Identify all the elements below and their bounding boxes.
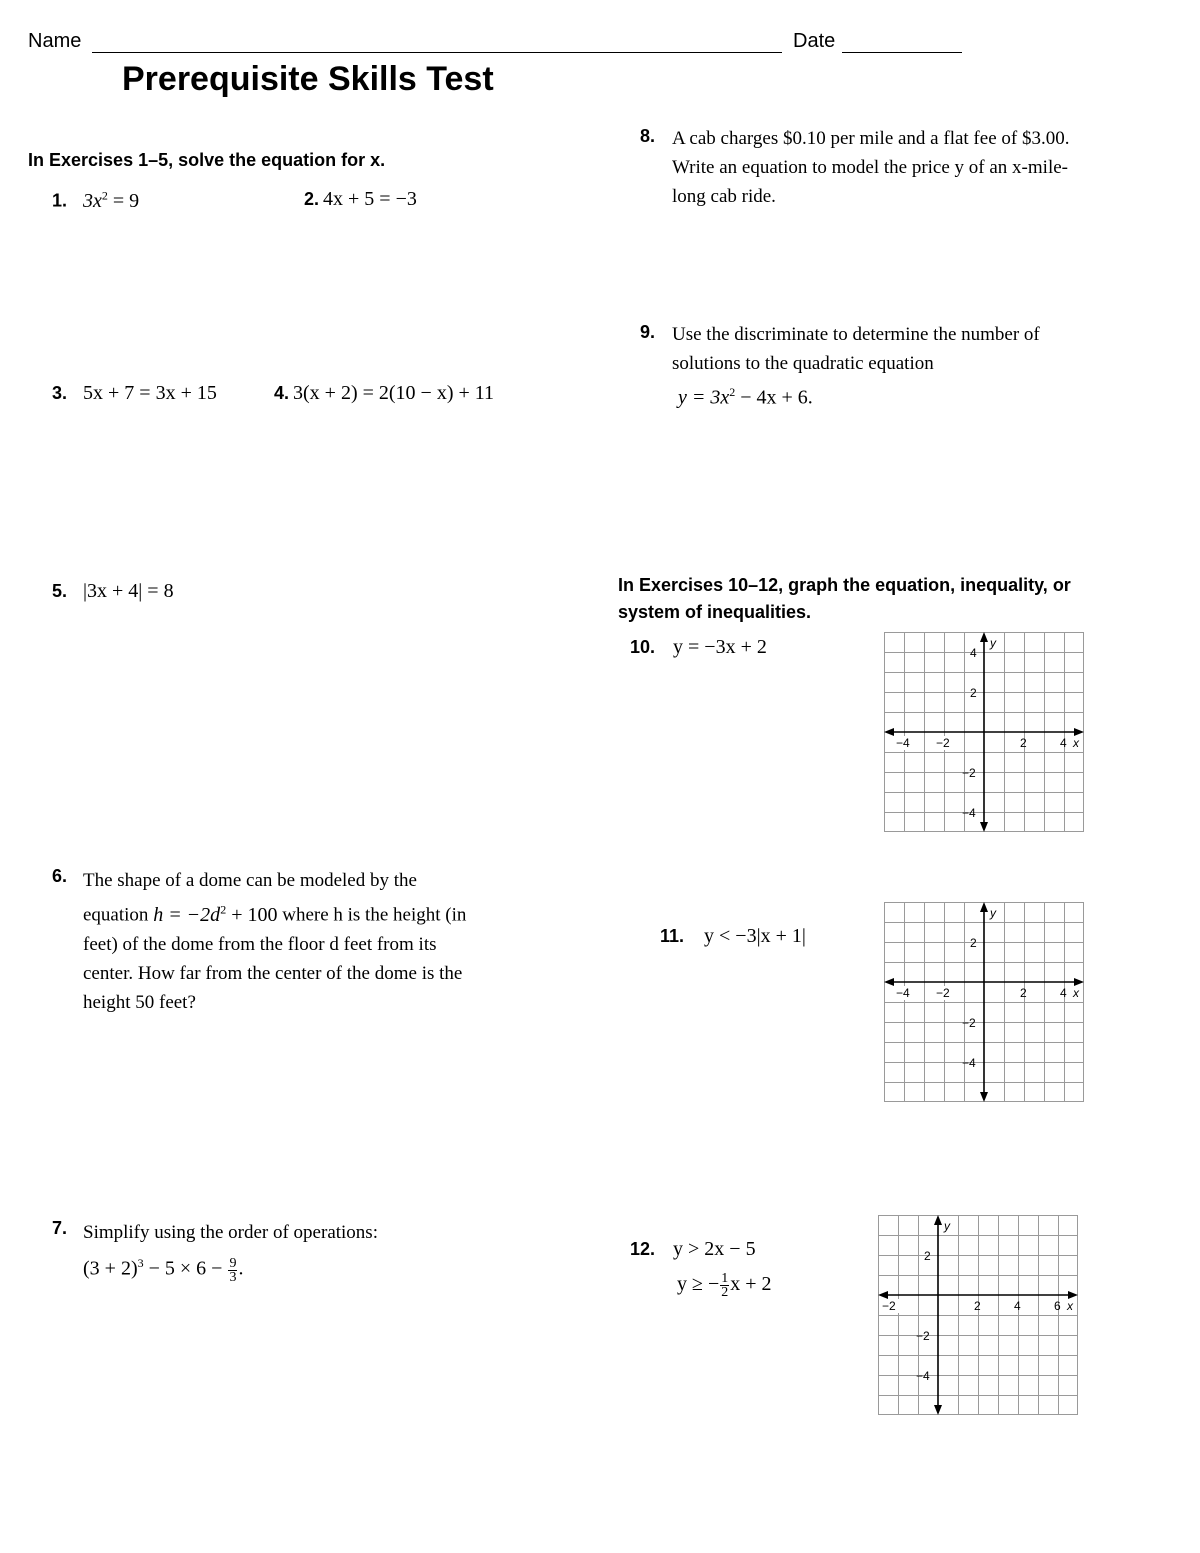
equation: $3x^2 = 9$ <box>83 188 140 212</box>
exercise-number: 3. <box>52 383 68 403</box>
equation-1: y > 2x − 5 <box>673 1238 756 1260</box>
date-field[interactable] <box>842 52 962 53</box>
x-tick-label: 4 <box>1014 1299 1021 1313</box>
exercise-number: 8. <box>640 126 656 146</box>
x-tick-label: −4 <box>896 736 910 750</box>
exercise-number: 7. <box>52 1218 68 1238</box>
x-tick-label: 4 <box>1060 736 1067 750</box>
equation: 3(x + 2) = 2(10 − x) + 11 <box>293 382 495 404</box>
exercise-3 <box>52 382 217 405</box>
date-label: Date <box>793 30 836 52</box>
exercise-7 <box>52 1218 67 1239</box>
name-field[interactable] <box>92 52 782 53</box>
y-tick-label: −2 <box>962 766 976 780</box>
exercise-11 <box>660 925 806 948</box>
y-tick-label: −2 <box>962 1016 976 1030</box>
x-tick-label: 2 <box>974 1299 981 1313</box>
x-tick-label: −2 <box>936 986 950 1000</box>
x-tick-label: 2 <box>1020 736 1027 750</box>
exercise-10 <box>630 636 767 659</box>
equation-2: y ≥ − $\frac{1}{2}$ x + 2 <box>677 1271 772 1300</box>
graph-11-grid[interactable] <box>884 902 1084 1102</box>
y-tick-label: −4 <box>916 1369 930 1383</box>
exercise-number: 6. <box>52 866 68 886</box>
x-tick-label: 6 <box>1054 1299 1061 1313</box>
order-of-operations-expression: $(3 + 2)^3 - 5 \times 6$ − $\frac{9}{3}$ . <box>83 1255 244 1285</box>
x-tick-label: 2 <box>1020 986 1027 1000</box>
name-label: Name <box>28 30 82 52</box>
exercise-number: 4. <box>274 383 290 403</box>
y-tick-label: −4 <box>962 1056 976 1070</box>
page-title: Prerequisite Skills Test <box>122 60 494 98</box>
exercise-number: 10. <box>630 637 656 657</box>
x-axis-label: x <box>1073 736 1079 750</box>
graph-10-grid[interactable] <box>884 632 1084 832</box>
exercise-8 <box>640 126 655 147</box>
y-tick-label: 4 <box>970 646 977 660</box>
exercise-9 <box>640 322 655 343</box>
exercise-6 <box>52 866 67 887</box>
x-axis-label: x <box>1067 1299 1073 1313</box>
y-tick-label: 2 <box>924 1249 931 1263</box>
instructions-10-12-line1: In Exercises 10–12, graph the equation, inequality, or <box>618 575 1071 595</box>
exercise-7-text: Simplify using the order of operations: $(3 + 2)^3 - 5 \times 6$ − $\frac{9}{3}$ . <box>83 1222 378 1285</box>
equation: 5x + 7 = 3x + 15 <box>83 382 217 404</box>
exercise-6-text: The shape of a dome can be modeled by the equation $h = -2d^2 + 100$ where h is the height (in feet) of the dome from the floor d feet from its center. How far from the center of the dome is the height 50 feet? <box>83 870 467 1013</box>
exercise-8-text: A cab charges $0.10 per mile and a flat fee of $3.00. Write an equation to model the price y of an x-mile- long cab ride. <box>672 128 1070 207</box>
exercise-number: 9. <box>640 322 656 342</box>
x-tick-label: 4 <box>1060 986 1067 1000</box>
exercise-2 <box>304 188 417 211</box>
exercise-number: 1. <box>52 190 68 211</box>
exercise-number: 11. <box>660 926 685 946</box>
instructions-10-12-line2: system of inequalities. <box>618 602 812 622</box>
exercise-number: 12. <box>630 1239 656 1259</box>
y-tick-label: 2 <box>970 936 977 950</box>
exercise-5 <box>52 580 174 603</box>
exercise-number: 5. <box>52 581 68 601</box>
equation: |3x + 4| = 8 <box>83 580 174 602</box>
y-tick-label: −2 <box>916 1329 930 1343</box>
equation: 4x + 5 = −3 <box>323 188 417 210</box>
y-tick-label: −4 <box>962 806 976 820</box>
graph-12-grid[interactable] <box>878 1215 1078 1415</box>
x-tick-label: −4 <box>896 986 910 1000</box>
y-tick-label: 2 <box>970 686 977 700</box>
instructions-1-5: In Exercises 1–5, solve the equation for x. <box>28 150 386 170</box>
exercise-9-text: Use the discriminate to determine the number of solutions to the quadratic equation $y = 3x^2 - 4x + 6$. <box>672 324 1040 409</box>
equation: y < −3|x + 1| <box>704 925 806 947</box>
y-axis-label: y <box>990 636 996 650</box>
exercise-4 <box>274 382 494 405</box>
y-axis-label: y <box>944 1219 950 1233</box>
exercise-12 <box>630 1238 756 1261</box>
exercise-1 <box>52 188 139 213</box>
x-tick-label: −2 <box>882 1299 896 1313</box>
y-axis-label: y <box>990 906 996 920</box>
x-tick-label: −2 <box>936 736 950 750</box>
equation: y = −3x + 2 <box>673 636 767 658</box>
exercise-number: 2. <box>304 189 320 209</box>
x-axis-label: x <box>1073 986 1079 1000</box>
